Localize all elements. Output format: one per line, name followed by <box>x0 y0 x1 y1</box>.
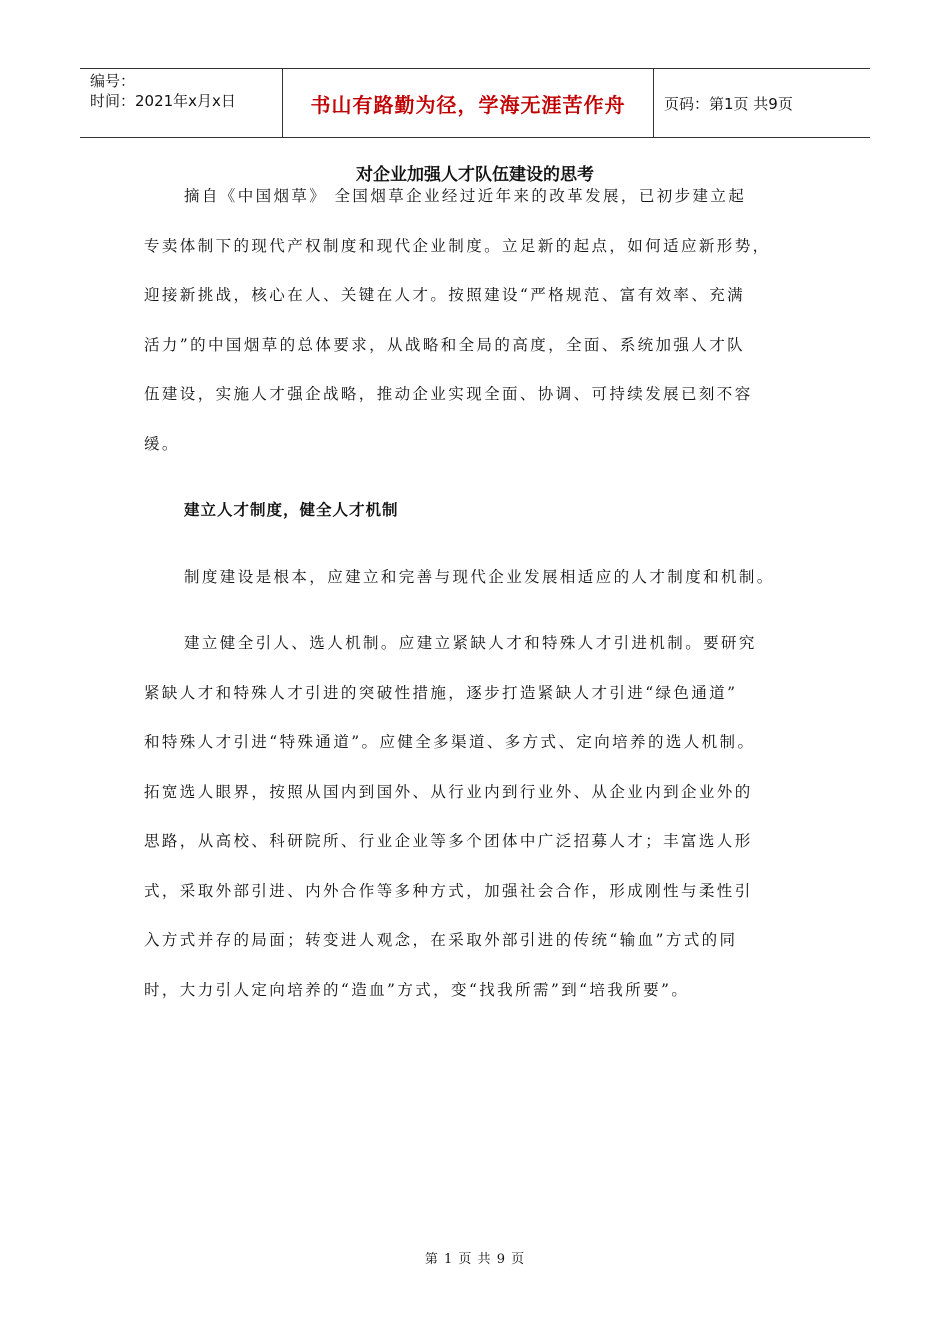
document-header <box>80 68 870 138</box>
paragraph-line: 入方式并存的局面；转变进人观念，在采取外部引进的传统“输血”方式的同 <box>144 931 738 949</box>
paragraph-line: 紧缺人才和特殊人才引进的突破性措施，逐步打造紧缺人才引进“绿色通道” <box>144 683 738 702</box>
paragraph-line: 摘自《中国烟草》 全国烟草企业经过近年来的改革发展，已初步建立起 <box>184 187 747 205</box>
paragraph-recruitment <box>144 632 814 1028</box>
document-title: 对企业加强人才队伍建设的思考 <box>356 165 594 185</box>
paragraph-line: 式，采取外部引进、内外合作等多种方式，加强社会合作，形成刚性与柔性引 <box>144 881 753 900</box>
paragraph-line: 时，大力引人定向培养的“造血”方式，变“找我所需”到“培我所要”。 <box>144 980 690 999</box>
page-footer: 第 1 页 共 9 页 <box>424 1252 526 1267</box>
time-label: 时间：2021年x月x日 <box>90 92 236 110</box>
paragraph-line: 和特殊人才引进“特殊通道”。应健全多渠道、多方式、定向培养的选人机制。 <box>144 733 756 751</box>
section-heading: 建立人才制度，健全人才机制 <box>184 501 399 519</box>
number-label: 编号： <box>90 72 136 90</box>
paragraph-line: 缓。 <box>144 434 180 453</box>
paragraph-line: 迎接新挑战，核心在人、关键在人才。按照建设“严格规范、富有效率、充满 <box>144 286 746 304</box>
paragraph-line: 活力”的中国烟草的总体要求，从战略和全局的高度，全面、系统加强人才队 <box>144 335 746 354</box>
header-motto-cell <box>282 69 654 137</box>
paragraph-intro <box>144 185 814 482</box>
paragraph-line: 建立健全引人、选人机制。应建立紧缺人才和特殊人才引进机制。要研究 <box>184 634 757 652</box>
paragraph-line: 专卖体制下的现代产权制度和现代企业制度。立足新的起点，如何适应新形势， <box>144 236 771 255</box>
motto-text: 书山有路勤为径，学海无涯苦作舟 <box>310 92 626 117</box>
header-meta-cell <box>80 69 282 137</box>
paragraph-line: 拓宽选人眼界，按照从国内到国外、从行业内到行业外、从企业内到企业外的 <box>144 782 753 801</box>
header-page-cell <box>654 69 870 137</box>
paragraph-line: 伍建设，实施人才强企战略，推动企业实现全面、协调、可持续发展已刻不容 <box>144 385 753 403</box>
paragraph-system: 制度建设是根本，应建立和完善与现代企业发展相适应的人才制度和机制。 <box>184 568 775 586</box>
page-code: 页码：第1页 共9页 <box>664 94 793 113</box>
paragraph-line: 思路，从高校、科研院所、行业企业等多个团体中广泛招募人才；丰富选人形 <box>144 832 753 850</box>
